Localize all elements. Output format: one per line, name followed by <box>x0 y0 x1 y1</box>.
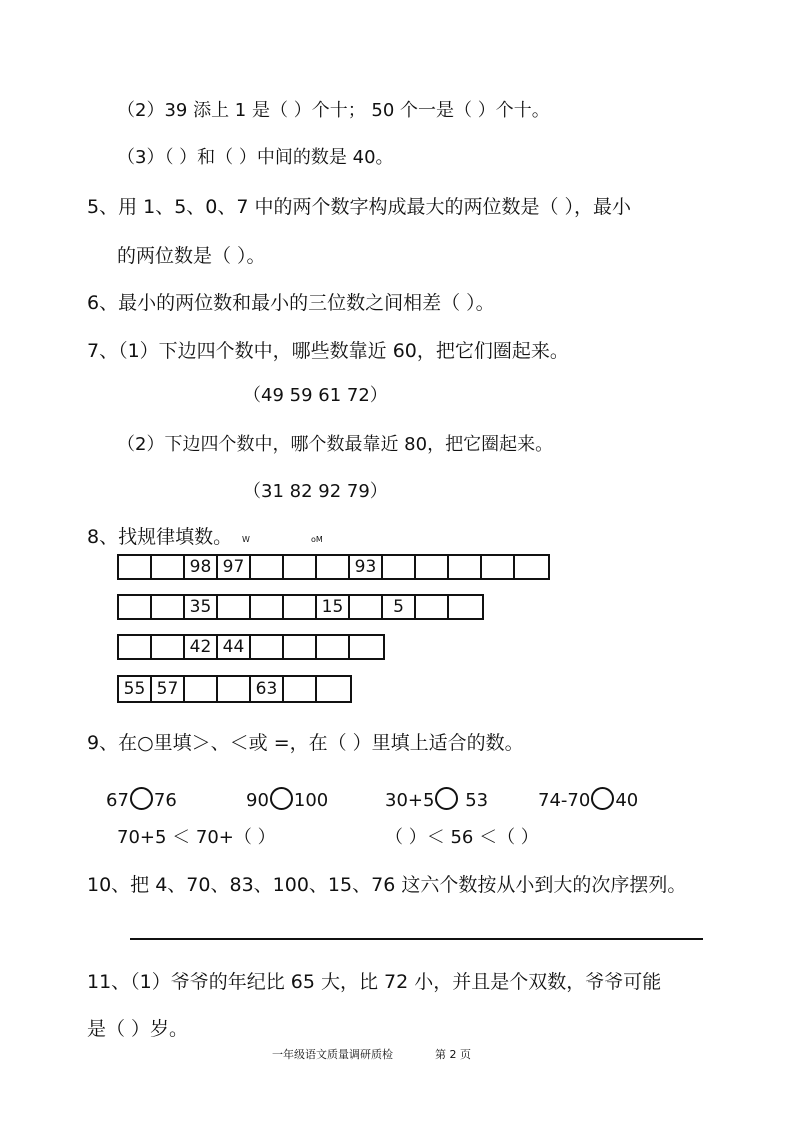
q5-line2: 的两位数是（ ）。 <box>117 245 266 267</box>
q11-line1: 11、（1）爷爷的年纪比 65 大，比 72 小，并且是个双数，爷爷可能 <box>87 971 662 993</box>
q9-inequality-b: （ ）＜ 56 ＜（ ） <box>385 827 539 848</box>
grid-cell[interactable] <box>284 677 317 701</box>
number-grid-3 <box>117 634 385 660</box>
comparison-right: 100 <box>293 790 329 811</box>
number-grid-4 <box>117 675 352 703</box>
comparison-left: 90 <box>246 790 269 811</box>
comparison-2 <box>246 787 328 812</box>
grid-cell[interactable] <box>152 556 185 578</box>
q6: 6、最小的两位数和最小的三位数之间相差（ ）。 <box>87 292 495 314</box>
grid-cell[interactable] <box>383 556 416 578</box>
grid-cell[interactable] <box>350 596 383 618</box>
grid-cell[interactable] <box>152 636 185 658</box>
grid-cell: 97 <box>218 556 251 578</box>
grid-cell[interactable] <box>119 636 152 658</box>
grid-cell[interactable] <box>449 556 482 578</box>
q10: 10、把 4、70、83、100、15、76 这六个数按从小到大的次序摆列。 <box>87 874 687 896</box>
page-number: 第 2 页 <box>435 1048 471 1061</box>
grid-cell[interactable] <box>284 556 317 578</box>
grid-cell: 55 <box>119 677 152 701</box>
grid-cell: 5 <box>383 596 416 618</box>
grid-cell: 35 <box>185 596 218 618</box>
grid-cell: 98 <box>185 556 218 578</box>
grid-cell[interactable] <box>251 636 284 658</box>
grid-cell: 44 <box>218 636 251 658</box>
number-grid-1 <box>117 554 550 580</box>
q9: 9、在○里填＞、＜或 =，在（ ）里填上适合的数。 <box>87 732 524 754</box>
grid-cell[interactable] <box>416 556 449 578</box>
grid-cell[interactable] <box>218 677 251 701</box>
grid-cell[interactable] <box>284 596 317 618</box>
grid-cell[interactable] <box>317 677 350 701</box>
q8: 8、找规律填数。 <box>87 526 233 548</box>
grid-cell: 63 <box>251 677 284 701</box>
q7-part2: （2）下边四个数中，哪个数最靠近 80，把它圈起来。 <box>117 434 554 455</box>
comparison-left: 67 <box>106 790 129 811</box>
footer-title: 一年级语文质量调研质检 <box>272 1048 393 1061</box>
answer-line[interactable] <box>130 938 703 940</box>
q4-part2: （2）39 添上 1 是（ ）个十； 50 个一是（ ）个十。 <box>117 100 550 121</box>
compare-circle-icon[interactable] <box>435 787 458 810</box>
comparison-4 <box>538 787 638 812</box>
q7-part1: 7、（1）下边四个数中，哪些数靠近 60，把它们圈起来。 <box>87 340 569 362</box>
grid-cell[interactable] <box>152 596 185 618</box>
compare-circle-icon[interactable] <box>591 787 614 810</box>
grid-cell[interactable] <box>119 556 152 578</box>
grid-cell: 93 <box>350 556 383 578</box>
grid-cell[interactable] <box>251 556 284 578</box>
comparison-left: 74-70 <box>538 790 591 811</box>
grid-cell[interactable] <box>317 636 350 658</box>
number-grid-2 <box>117 594 484 620</box>
grid-cell[interactable] <box>119 596 152 618</box>
grid-cell: 15 <box>317 596 350 618</box>
grid-cell: 42 <box>185 636 218 658</box>
grid-cell[interactable] <box>218 596 251 618</box>
comparison-left: 30+5 <box>385 790 435 811</box>
grid-cell[interactable] <box>185 677 218 701</box>
compare-circle-icon[interactable] <box>130 787 153 810</box>
q11-line2: 是（ ）岁。 <box>87 1018 189 1040</box>
grid-cell[interactable] <box>482 556 515 578</box>
noise-om: oM <box>311 535 323 544</box>
grid-cell[interactable] <box>515 556 548 578</box>
q7-part2-numbers: （31 82 92 79） <box>243 481 388 502</box>
grid-cell[interactable] <box>416 596 449 618</box>
grid-cell[interactable] <box>284 636 317 658</box>
grid-cell[interactable] <box>317 556 350 578</box>
grid-cell[interactable] <box>449 596 482 618</box>
comparison-1 <box>106 787 177 812</box>
q7-part1-numbers: （49 59 61 72） <box>243 385 388 406</box>
comparison-right: 76 <box>153 790 177 811</box>
grid-cell[interactable] <box>251 596 284 618</box>
comparison-right: 53 <box>465 790 489 811</box>
comparison-right: 40 <box>615 790 639 811</box>
grid-cell[interactable] <box>350 636 383 658</box>
q9-inequality-a: 70+5 ＜ 70+（ ） <box>117 827 276 848</box>
q5-line1: 5、用 1、5、0、7 中的两个数字构成最大的两位数是（ ），最小 <box>87 196 632 218</box>
noise-w: W <box>242 535 250 544</box>
q4-part3: （3）（ ）和（ ）中间的数是 40。 <box>117 147 394 168</box>
comparison-3 <box>385 787 488 812</box>
compare-circle-icon[interactable] <box>270 787 293 810</box>
grid-cell: 57 <box>152 677 185 701</box>
